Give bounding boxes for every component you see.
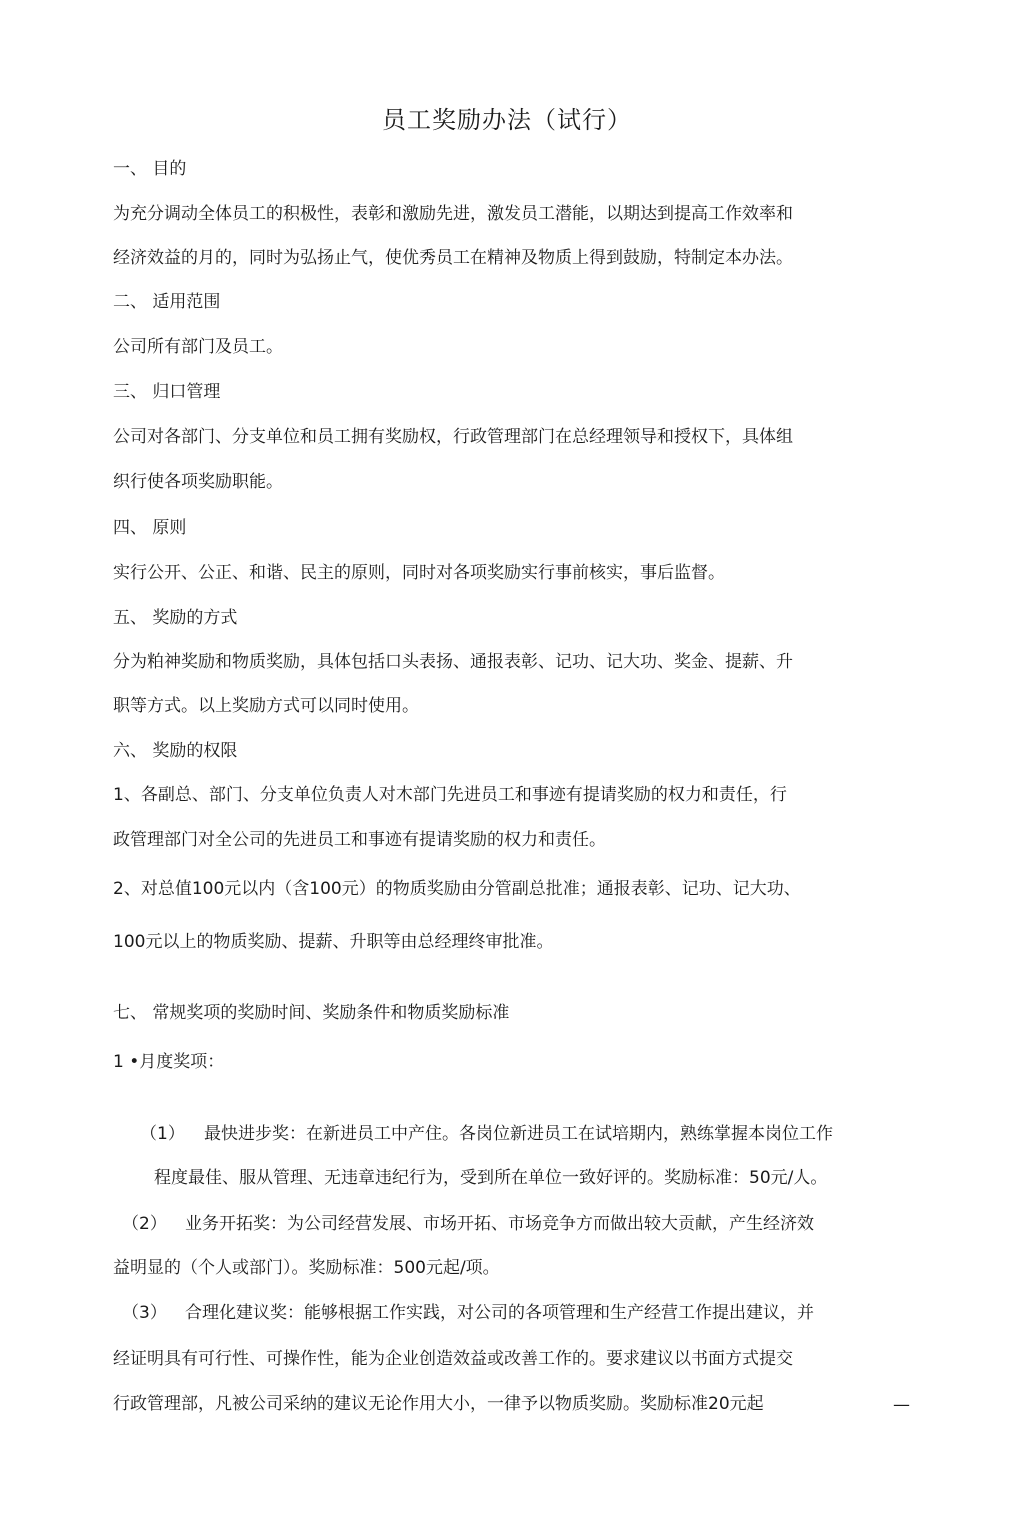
paragraph-line: 实行公开、公正、和谐、民主的原则，同时对各项奖励实行事前核实，事后监督。: [113, 563, 725, 583]
trailing-dash: —: [893, 1395, 910, 1415]
section-heading-scope: 二、 适用范围: [113, 292, 221, 312]
document-title: 员工奖励办法（试行）: [382, 106, 632, 134]
section-heading-methods: 五、 奖励的方式: [113, 608, 238, 628]
paragraph-line: 分为粕神奖励和物质奖励，具体包括口头表扬、通报表彰、记功、记大功、奖金、提薪、升: [113, 652, 793, 672]
list-item-text: 益明显的（个人或部门）。奖励标准：500元起/项。: [113, 1258, 500, 1278]
subsection-heading-monthly: 1 •月度奖项：: [113, 1052, 225, 1072]
list-item-number: （2）: [122, 1214, 167, 1234]
list-item-text: 最快进步奖：在新进员工中产住。各岗位新进员工在试培期内，熟练掌握本岗位工作: [204, 1124, 833, 1144]
paragraph-line: 职等方式。以上奖励方式可以同时使用。: [113, 696, 419, 716]
paragraph-line: 100元以上的物质奖励、提薪、升职等由总经理终审批准。: [113, 932, 554, 952]
paragraph-line: 政管理部门对全公司的先进员工和事迹有提请奖励的权力和责任。: [113, 830, 606, 850]
section-heading-management: 三、 归口管理: [113, 382, 221, 402]
paragraph-line: 公司对各部门、分支单位和员工拥有奖励权，行政管理部门在总经理领导和授权下，具体组: [113, 427, 793, 447]
list-item-number: （3）: [122, 1303, 167, 1323]
section-heading-regular-awards: 七、 常规奖项的奖励时间、奖励条件和物质奖励标准: [113, 1003, 510, 1023]
list-item-text: 行政管理部，凡被公司采纳的建议无论作用大小，一律予以物质奖励。奖励标准20元起: [113, 1394, 764, 1414]
list-item-text: 程度最佳、服从管理、无违章违纪行为，受到所在单位一致好评的。奖励标准：50元/人。: [154, 1168, 828, 1188]
list-item-text: 经证明具有可行性、可操作性，能为企业创造效益或改善工作的。要求建议以书面方式提交: [113, 1349, 793, 1369]
list-item-number: （1）: [140, 1124, 185, 1144]
paragraph-line: 1、各副总、部门、分支单位负责人对木部门先进员工和事迹有提请奖励的权力和责任，行: [113, 785, 787, 805]
paragraph-line: 织行使各项奖励职能。: [113, 472, 283, 492]
list-item-text: 业务开拓奖：为公司经营发展、市场开拓、市场竞争方而做出较大贡献，产生经济效: [185, 1214, 814, 1234]
paragraph-line: 经济效益的月的，同时为弘扬止气，使优秀员工在精神及物质上得到鼓励，特制定本办法。: [113, 248, 793, 268]
paragraph-line: 2、对总值100元以内（含100元）的物质奖励由分管副总批准；通报表彰、记功、记大功、: [113, 879, 801, 899]
paragraph-line: 公司所有部门及员工。: [113, 337, 283, 357]
section-heading-authority: 六、 奖励的权限: [113, 741, 238, 761]
section-heading-purpose: 一、 目的: [113, 159, 187, 179]
section-heading-principle: 四、 原则: [113, 518, 187, 538]
list-item-text: 合理化建议奖：能够根据工作实践，对公司的各项管理和生产经营工作提出建议，并: [185, 1303, 814, 1323]
paragraph-line: 为充分调动全体员工的积极性，表彰和激励先进，激发员工潜能，以期达到提高工作效率和: [113, 204, 793, 224]
